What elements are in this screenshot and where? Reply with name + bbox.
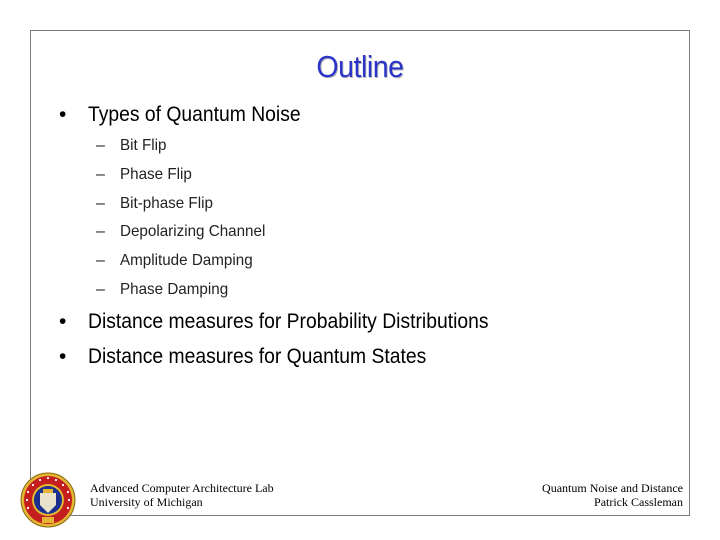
sub-bullet-marker: – <box>96 281 105 298</box>
sub-bullet-marker: – <box>96 223 105 240</box>
bullet-text: Types of Quantum Noise <box>88 103 301 126</box>
sub-bullet-text: Bit-phase Flip <box>120 195 213 212</box>
footer-left <box>90 481 274 509</box>
footer-presentation-title: Quantum Noise and Distance <box>542 481 683 495</box>
bullet-text: Distance measures for Quantum States <box>88 345 427 368</box>
sub-bullet-item <box>96 223 273 241</box>
sub-bullet-item <box>96 281 234 299</box>
sub-bullet-item <box>96 166 196 184</box>
footer-university: University of Michigan <box>90 495 203 509</box>
bullet-item <box>59 103 319 127</box>
sub-bullet-text: Phase Damping <box>120 281 229 298</box>
sub-bullet-text: Depolarizing Channel <box>120 223 266 240</box>
bullet-marker: • <box>59 103 67 126</box>
sub-bullet-marker: – <box>96 195 105 212</box>
sub-bullet-item <box>96 137 169 155</box>
sub-bullet-marker: – <box>96 252 105 269</box>
footer-lab-name: Advanced Computer Architecture Lab <box>90 481 274 495</box>
bullet-marker: • <box>59 310 67 333</box>
sub-bullet-text: Phase Flip <box>120 166 192 183</box>
sub-bullet-item <box>96 195 218 213</box>
bullet-item <box>59 310 523 334</box>
footer-right <box>542 481 683 509</box>
bullet-item <box>59 345 456 369</box>
university-seal-icon <box>20 472 76 528</box>
sub-bullet-marker: – <box>96 166 105 183</box>
sub-bullet-text: Bit Flip <box>120 137 167 154</box>
sub-bullet-marker: – <box>96 137 105 154</box>
sub-bullet-text: Amplitude Damping <box>120 252 253 269</box>
bullet-text: Distance measures for Probability Distributions <box>88 310 489 333</box>
bullet-marker: • <box>59 345 67 368</box>
slide-title: Outline <box>316 49 404 84</box>
sub-bullet-item <box>96 252 260 270</box>
footer-author: Patrick Cassleman <box>594 495 683 509</box>
